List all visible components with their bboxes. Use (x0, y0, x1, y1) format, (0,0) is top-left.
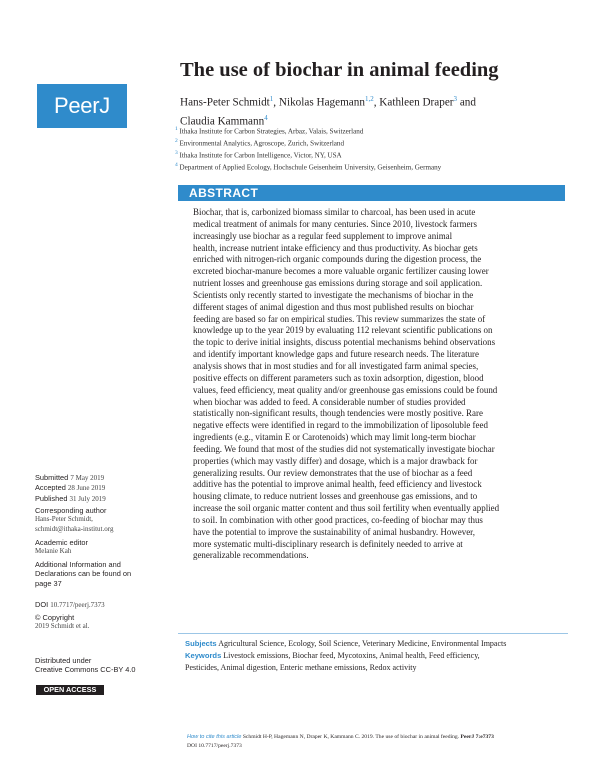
affiliation-item (175, 149, 441, 161)
abstract-line: increasingly use biochar as a regular feed supplement to improve animal (193, 230, 453, 241)
affiliation-item (175, 161, 441, 173)
accepted-date: 28 June 2019 (67, 484, 106, 493)
abstract-line: statistically non-significant results, though tendencies were mostly positive. Rare (193, 408, 483, 419)
corresponding-author (35, 506, 113, 534)
cite-label: How to cite this article (187, 734, 242, 740)
copyright-icon: © (35, 613, 41, 622)
abstract-line: analysis shows that in most studies and for all investigated farm animal species, (193, 360, 479, 371)
affiliation-number: 4 (175, 161, 178, 168)
author-affiliation-ref: 4 (264, 113, 268, 122)
abstract-line: values, feed efficiency, meat quality and/or greenhouse gas emissions could be found (193, 384, 498, 395)
open-access-badge: OPEN ACCESS (36, 685, 104, 695)
abstract-line: housing climate, to reduce nutrient losses and greenhouse gas emissions, and to (193, 491, 478, 502)
cite-text: Schmidt H-P, Hagemann N, Draper K, Kammann C. 2019. The use of biochar in animal feeding. (242, 734, 460, 740)
abstract-line: excreted biochar-manure becomes a more valuable organic fertilizer causing lower (193, 266, 489, 277)
accepted-row (35, 483, 106, 493)
author-separator: , (373, 96, 380, 109)
abstract-line: have the potential to improve the sustainability of animal husbandry. However, (193, 526, 476, 537)
abstract-line: the topic to derive initial insights, discuss potential mechanisms behind observations (193, 337, 496, 348)
abstract-line: Biochar, that is, carbonized biomass similar to charcoal, has been used in acute (193, 207, 476, 217)
corresponding-name: Hans-Peter Schmidt, (35, 515, 93, 524)
published-row (35, 494, 106, 504)
subjects-label: Subjects (185, 639, 217, 648)
affiliation-text: Ithaka Institute for Carbon Intelligence, Victor, NY, USA (179, 151, 342, 160)
abstract-line: when biochar was added to feed. A considerable number of studies provided (193, 396, 466, 407)
abstract-body (193, 207, 561, 562)
author-list (180, 92, 550, 129)
abstract-line: more systematic multi-disciplinary research is definitely needed to arrive at (193, 538, 463, 549)
abstract-line: different stages of animal digestion and thus most published results on biochar (193, 301, 474, 312)
editor-label: Academic editor (35, 538, 88, 547)
keywords-text: Livestock emissions, Biochar feed, Mycotoxins, Animal health, Feed efficiency, (223, 651, 480, 660)
abstract-line: additive has the potential to improve animal health, feed efficiency and livestock (193, 479, 482, 490)
doi-row (35, 600, 105, 610)
copyright-row (35, 613, 89, 622)
abstract-heading-bar (178, 185, 565, 201)
submitted-date: 7 May 2019 (70, 474, 105, 482)
affiliation-item (175, 125, 441, 137)
subjects-text: Agricultural Science, Ecology, Soil Science, Veterinary Medicine, Environmental Impacts (218, 639, 507, 648)
submitted-row (35, 473, 106, 483)
author-separator: , (273, 96, 279, 109)
doi-label: DOI (35, 600, 49, 609)
author-name[interactable]: Hans-Peter Schmidt (180, 96, 270, 109)
submission-dates (35, 473, 106, 504)
editor-name: Melanie Kah (35, 547, 72, 556)
abstract-line: Scientists only recently started to investigate the mechanisms of biochar in the (193, 289, 474, 300)
article-title: The use of biochar in animal feeding (180, 59, 499, 81)
author-name[interactable]: Nikolas Hagemann (278, 96, 365, 109)
abstract-line: feeding. We found that most of the studies did not systematically investigate biochar (193, 443, 495, 454)
subjects-row (185, 638, 570, 650)
affiliation-number: 2 (175, 137, 178, 144)
peerj-logo (37, 84, 127, 128)
additional-info[interactable] (35, 560, 131, 588)
abstract-line: enriched with nitrogen-rich organic compounds during the digestion process, the (193, 254, 482, 265)
abstract-line: nutrient losses and greenhouse gas emissions during storage and soil application. (193, 278, 483, 289)
abstract-line: and identify important knowledge gaps and future research needs. The literature (193, 349, 479, 360)
license-block (35, 656, 136, 675)
abstract-line: generalizing results. Our review demonstrates that the use of biochar as a feed (193, 467, 473, 478)
copyright-label: Copyright (42, 613, 75, 622)
affiliation-item (175, 137, 441, 149)
affiliation-number: 1 (175, 126, 178, 132)
abstract-line: positive effects on different parameters such as toxin adsorption, digestion, blood (193, 372, 484, 383)
license-line: Distributed under (35, 656, 92, 665)
accepted-label: Accepted (35, 483, 66, 493)
author-name[interactable]: Claudia Kammann (180, 115, 265, 128)
copyright-block (35, 613, 89, 632)
academic-editor (35, 538, 88, 557)
abstract-heading: ABSTRACT (189, 186, 259, 200)
submitted-label: Submitted (35, 473, 69, 482)
keywords-label: Keywords (185, 651, 222, 660)
keywords-row (185, 650, 570, 662)
corresponding-email-link[interactable]: schmidt@ithaka-institut.org (35, 524, 114, 533)
affiliation-text: Department of Applied Ecology, Hochschule Geisenheim University, Geisenheim, Germany (179, 163, 442, 172)
abstract-line: generalizable recommendations. (193, 550, 309, 561)
author-separator: and (457, 96, 476, 109)
abstract-line: feeding are based so far on empirical studies. This review summarizes the state of (193, 313, 486, 324)
abstract-line: increase the soil organic matter content and thus soil fertility when eventually applied (193, 503, 500, 514)
affiliation-text: Environmental Analytics, Agroscope, Zurich, Switzerland (179, 139, 345, 148)
published-date: 31 July 2019 (69, 494, 106, 503)
cite-line (187, 733, 494, 742)
abstract-line: medical treatment of animals for many centuries. Since 2010, livestock farmers (193, 218, 477, 229)
author-affiliation-ref: 3 (453, 95, 458, 103)
author-affiliation-ref: 1,2 (364, 95, 374, 103)
abstract-line: ingredients (e.g., vitamin E or Carotenoids) which may limit long-term biochar (193, 432, 476, 443)
author-affiliation-ref: 1 (269, 95, 274, 103)
corresponding-label: Corresponding author (35, 506, 107, 515)
additional-info-line: Declarations can be found on (35, 569, 132, 579)
abstract-line: knowledge up to the year 2019 by evaluating 112 relevant scientific publications on (193, 325, 493, 336)
published-label: Published (35, 493, 68, 503)
abstract-line: health, increase nutrient intake efficiency and thus productivity. As biochar gets (193, 242, 478, 253)
cite-doi-link[interactable]: DOI 10.7717/peerj.7373 (187, 742, 242, 749)
keywords-text-continued: Pesticides, Animal digestion, Enteric methane emissions, Redox activity (185, 663, 417, 672)
abstract-line: to soil. In combination with other good practices, co-feeding of biochar may thus (193, 514, 483, 525)
affiliation-text: Ithaka Institute for Carbon Strategies, Arbaz, Valais, Switzerland (179, 127, 364, 136)
logo-text: PeerJ (54, 93, 110, 118)
license-link[interactable]: Creative Commons CC-BY 4.0 (35, 665, 136, 675)
abstract-line: negative effects were identified in regard to the immobilization of liposoluble feed (193, 420, 488, 431)
doi-link[interactable]: 10.7717/peerj.7373 (50, 601, 105, 609)
additional-info-line: Additional Information and (35, 560, 121, 569)
copyright-value: 2019 Schmidt et al. (35, 622, 90, 631)
section-divider (178, 633, 568, 634)
affiliation-number: 3 (175, 149, 178, 156)
how-to-cite (187, 733, 494, 750)
subjects-keywords (185, 638, 570, 674)
cite-journal: PeerJ 7:e7373 (460, 734, 494, 740)
additional-info-line: page 37 (35, 578, 62, 588)
author-name[interactable]: Kathleen Draper (379, 96, 454, 109)
abstract-line: properties (which may vastly differ) and dosage, which is a major drawback for (193, 455, 478, 466)
affiliation-list (175, 125, 441, 173)
